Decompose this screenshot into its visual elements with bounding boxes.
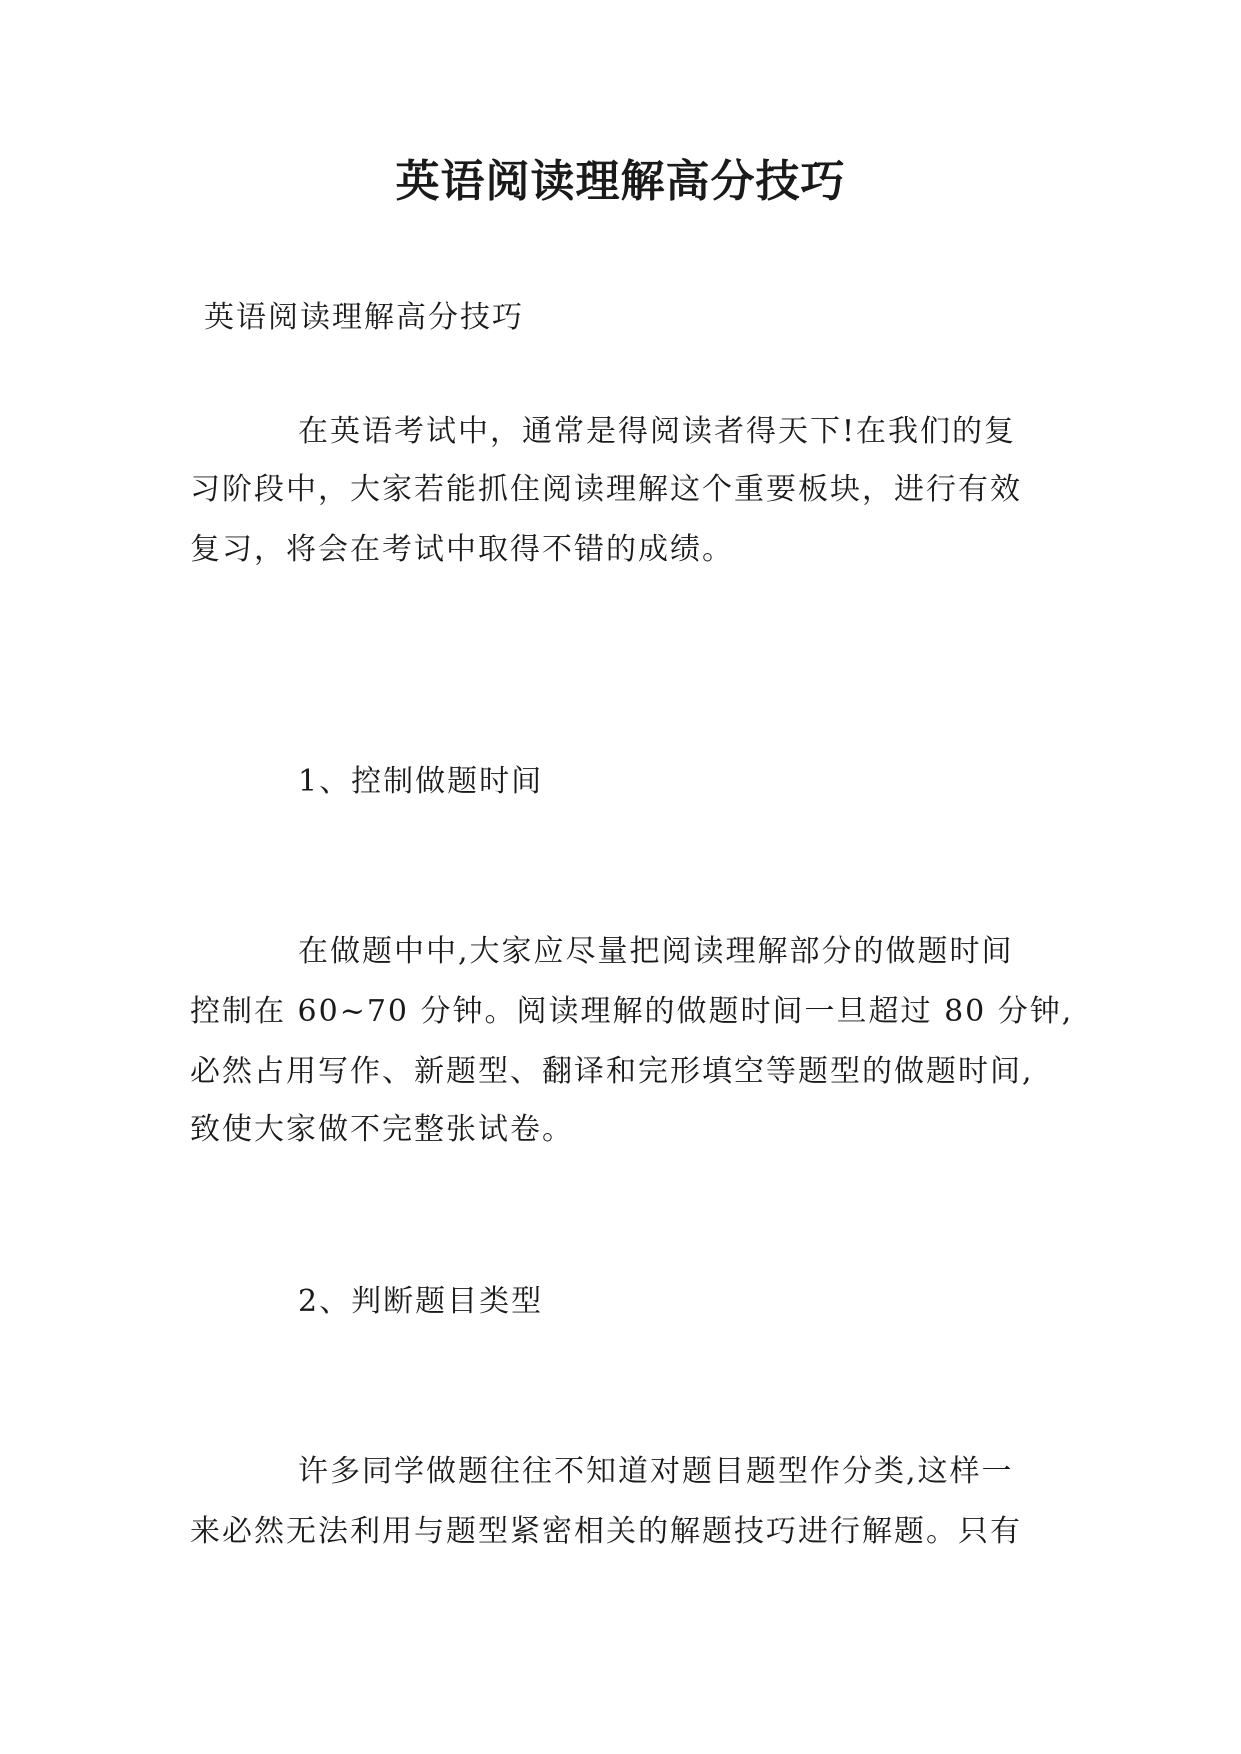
section-1-line-2: 控制在 60~70 分钟。阅读理解的做题时间一旦超过 80 分钟,	[190, 994, 1074, 1029]
section-1-line-3: 必然占用写作、新题型、翻译和完形填空等题型的做题时间,	[190, 1054, 1034, 1089]
section-1-heading: 1、控制做题时间	[298, 764, 544, 799]
intro-line-1: 在英语考试中，通常是得阅读者得天下!在我们的复	[298, 414, 1017, 449]
section-2-line-2: 来必然无法利用与题型紧密相关的解题技巧进行解题。只有	[190, 1514, 1022, 1549]
section-2-heading: 2、判断题目类型	[298, 1284, 544, 1319]
page-title: 英语阅读理解高分技巧	[395, 156, 846, 207]
document-subtitle: 英语阅读理解高分技巧	[204, 300, 524, 335]
section-1-line-4: 致使大家做不完整张试卷。	[190, 1112, 574, 1147]
intro-line-3: 复习，将会在考试中取得不错的成绩。	[190, 532, 734, 567]
section-1-line-1: 在做题中中,大家应尽量把阅读理解部分的做题时间	[298, 934, 1014, 969]
section-2-line-1: 许多同学做题往往不知道对题目题型作分类,这样一	[298, 1454, 1014, 1489]
intro-line-2: 习阶段中，大家若能抓住阅读理解这个重要板块，进行有效	[190, 472, 1022, 507]
